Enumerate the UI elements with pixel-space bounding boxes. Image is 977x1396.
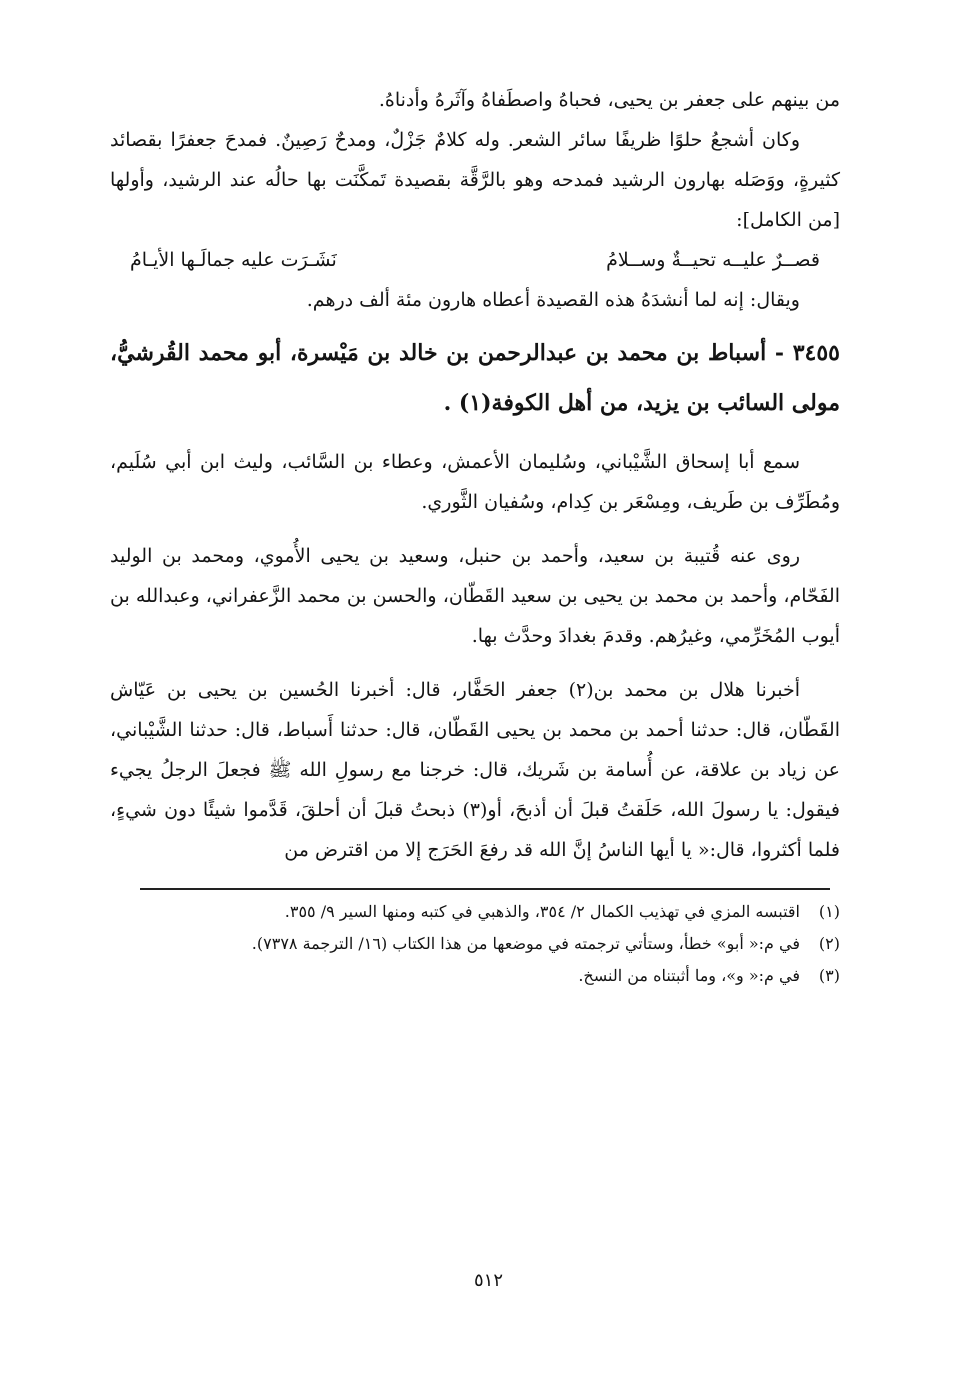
footnote-number: (١) — [818, 902, 840, 921]
page-content — [110, 80, 840, 1330]
verse-hemistich-first: قصــرٌ عليــه تحيــةٌ وســلامُ — [606, 249, 820, 271]
page-number: ٥١٢ — [473, 1270, 503, 1291]
footnote-number: (٣) — [818, 966, 840, 985]
paragraph-after-verse: ويقال: إنه لما أنشدَهُ هذه القصيدة أعطاه هارون مئة ألف درهم. — [306, 289, 800, 311]
poem-verse — [110, 240, 840, 280]
footnotes — [110, 888, 840, 992]
footnote-item — [110, 960, 840, 992]
paragraph-teachers: سمع أبا إسحاق الشَّيْباني، وسُليمان الأعمش، وعطاء بن السَّائب، وليث ابن أبي سُلَيم، ومُطَرِّف بن طَريف، ومِسْعَر بن كِدام، وسُفيان الثَّوري. — [110, 451, 840, 513]
footnote-text: في م:« و»، وما أثبتناه من النسخ. — [578, 966, 800, 985]
paragraph-ashja: وكان أشجعُ حلوًا ظريفًا سائر الشعر. وله كلامٌ جَزْلٌ، ومدحٌ رَصِينٌ. فمدحَ جعفرًا بقصائد كثيرةٍ، ووَصَله بهارون الرشيد فمدحه وهو بالرَّقَّة بقصيدة تَمكَّنَت بها حالُه عند الرشيد، وأولها [من الكامل]: — [110, 129, 840, 231]
paragraph-opening: من بينهم على جعفر بن يحيى، فحباهُ واصطَفاهُ وآثَرهُ وأدناهُ. — [378, 89, 840, 111]
footnote-item — [110, 928, 840, 960]
paragraph-hadith: أخبرنا هلال بن محمد بن(٢) جعفر الحَفَّار، قال: أخبرنا الحُسين بن يحيى بن عَيّاش القَطّان، قال: حدثنا أحمد بن محمد بن يحيى القَطّان، قال: حدثنا أَسباط، قال: حدثنا الشَّيْباني، عن زياد بن علاقة، عن أُسامة بن شَريك، قال: خرجنا مع رسولِ الله ﷺ فجعلَ الرجلُ يجيء فيقول: يا رسولَ الله، حَلَقتُ قبلَ أن أذبحَ، أو(٣) ذبحتُ قبلَ أن أحلقَ، قَدَّموا شيئًا دون شيءٍ، فلما أكثروا، قال:« يا أيها الناسُ إنَّ الله قد رفعَ الحَرَج إلا من اقترض من — [110, 679, 840, 861]
verse-hemistich-second: نَشَـرَت عليه جمالَـها الأيـامُ — [130, 249, 337, 271]
entry-heading: ٣٤٥٥ - أسباط بن محمد بن عبدالرحمن بن خالد بن مَيْسرة، أبو محمد القُرشيُّ، مولى السائب بن يزيد، من أهل الكوفة(١) . — [110, 340, 840, 416]
footnote-text: اقتبسه المزي في تهذيب الكمال ٢/ ٣٥٤، والذهبي في كتبه ومنها السير ٩/ ٣٥٥. — [284, 902, 800, 921]
footnote-item — [110, 896, 840, 928]
paragraph-students: روى عنه قُتيبة بن سعيد، وأحمد بن حنبل، وسعيد بن يحيى الأُموي، ومحمد بن الوليد الفَحّام، وأحمد بن محمد بن يحيى بن سعيد القَطّان، والحسن بن محمد الزَّعفراني، وعبدالله بن أيوب المُخَرِّمي، وغيرُهم. وقدمَ بغدادَ وحدَّث بها. — [110, 545, 840, 647]
footnote-divider — [140, 888, 830, 890]
footnote-number: (٢) — [818, 934, 840, 953]
footnote-text: في م:« أبو» خطأ، وستأتي ترجمته في موضعها من هذا الكتاب (١٦/ الترجمة ٧٣٧٨). — [251, 934, 800, 953]
